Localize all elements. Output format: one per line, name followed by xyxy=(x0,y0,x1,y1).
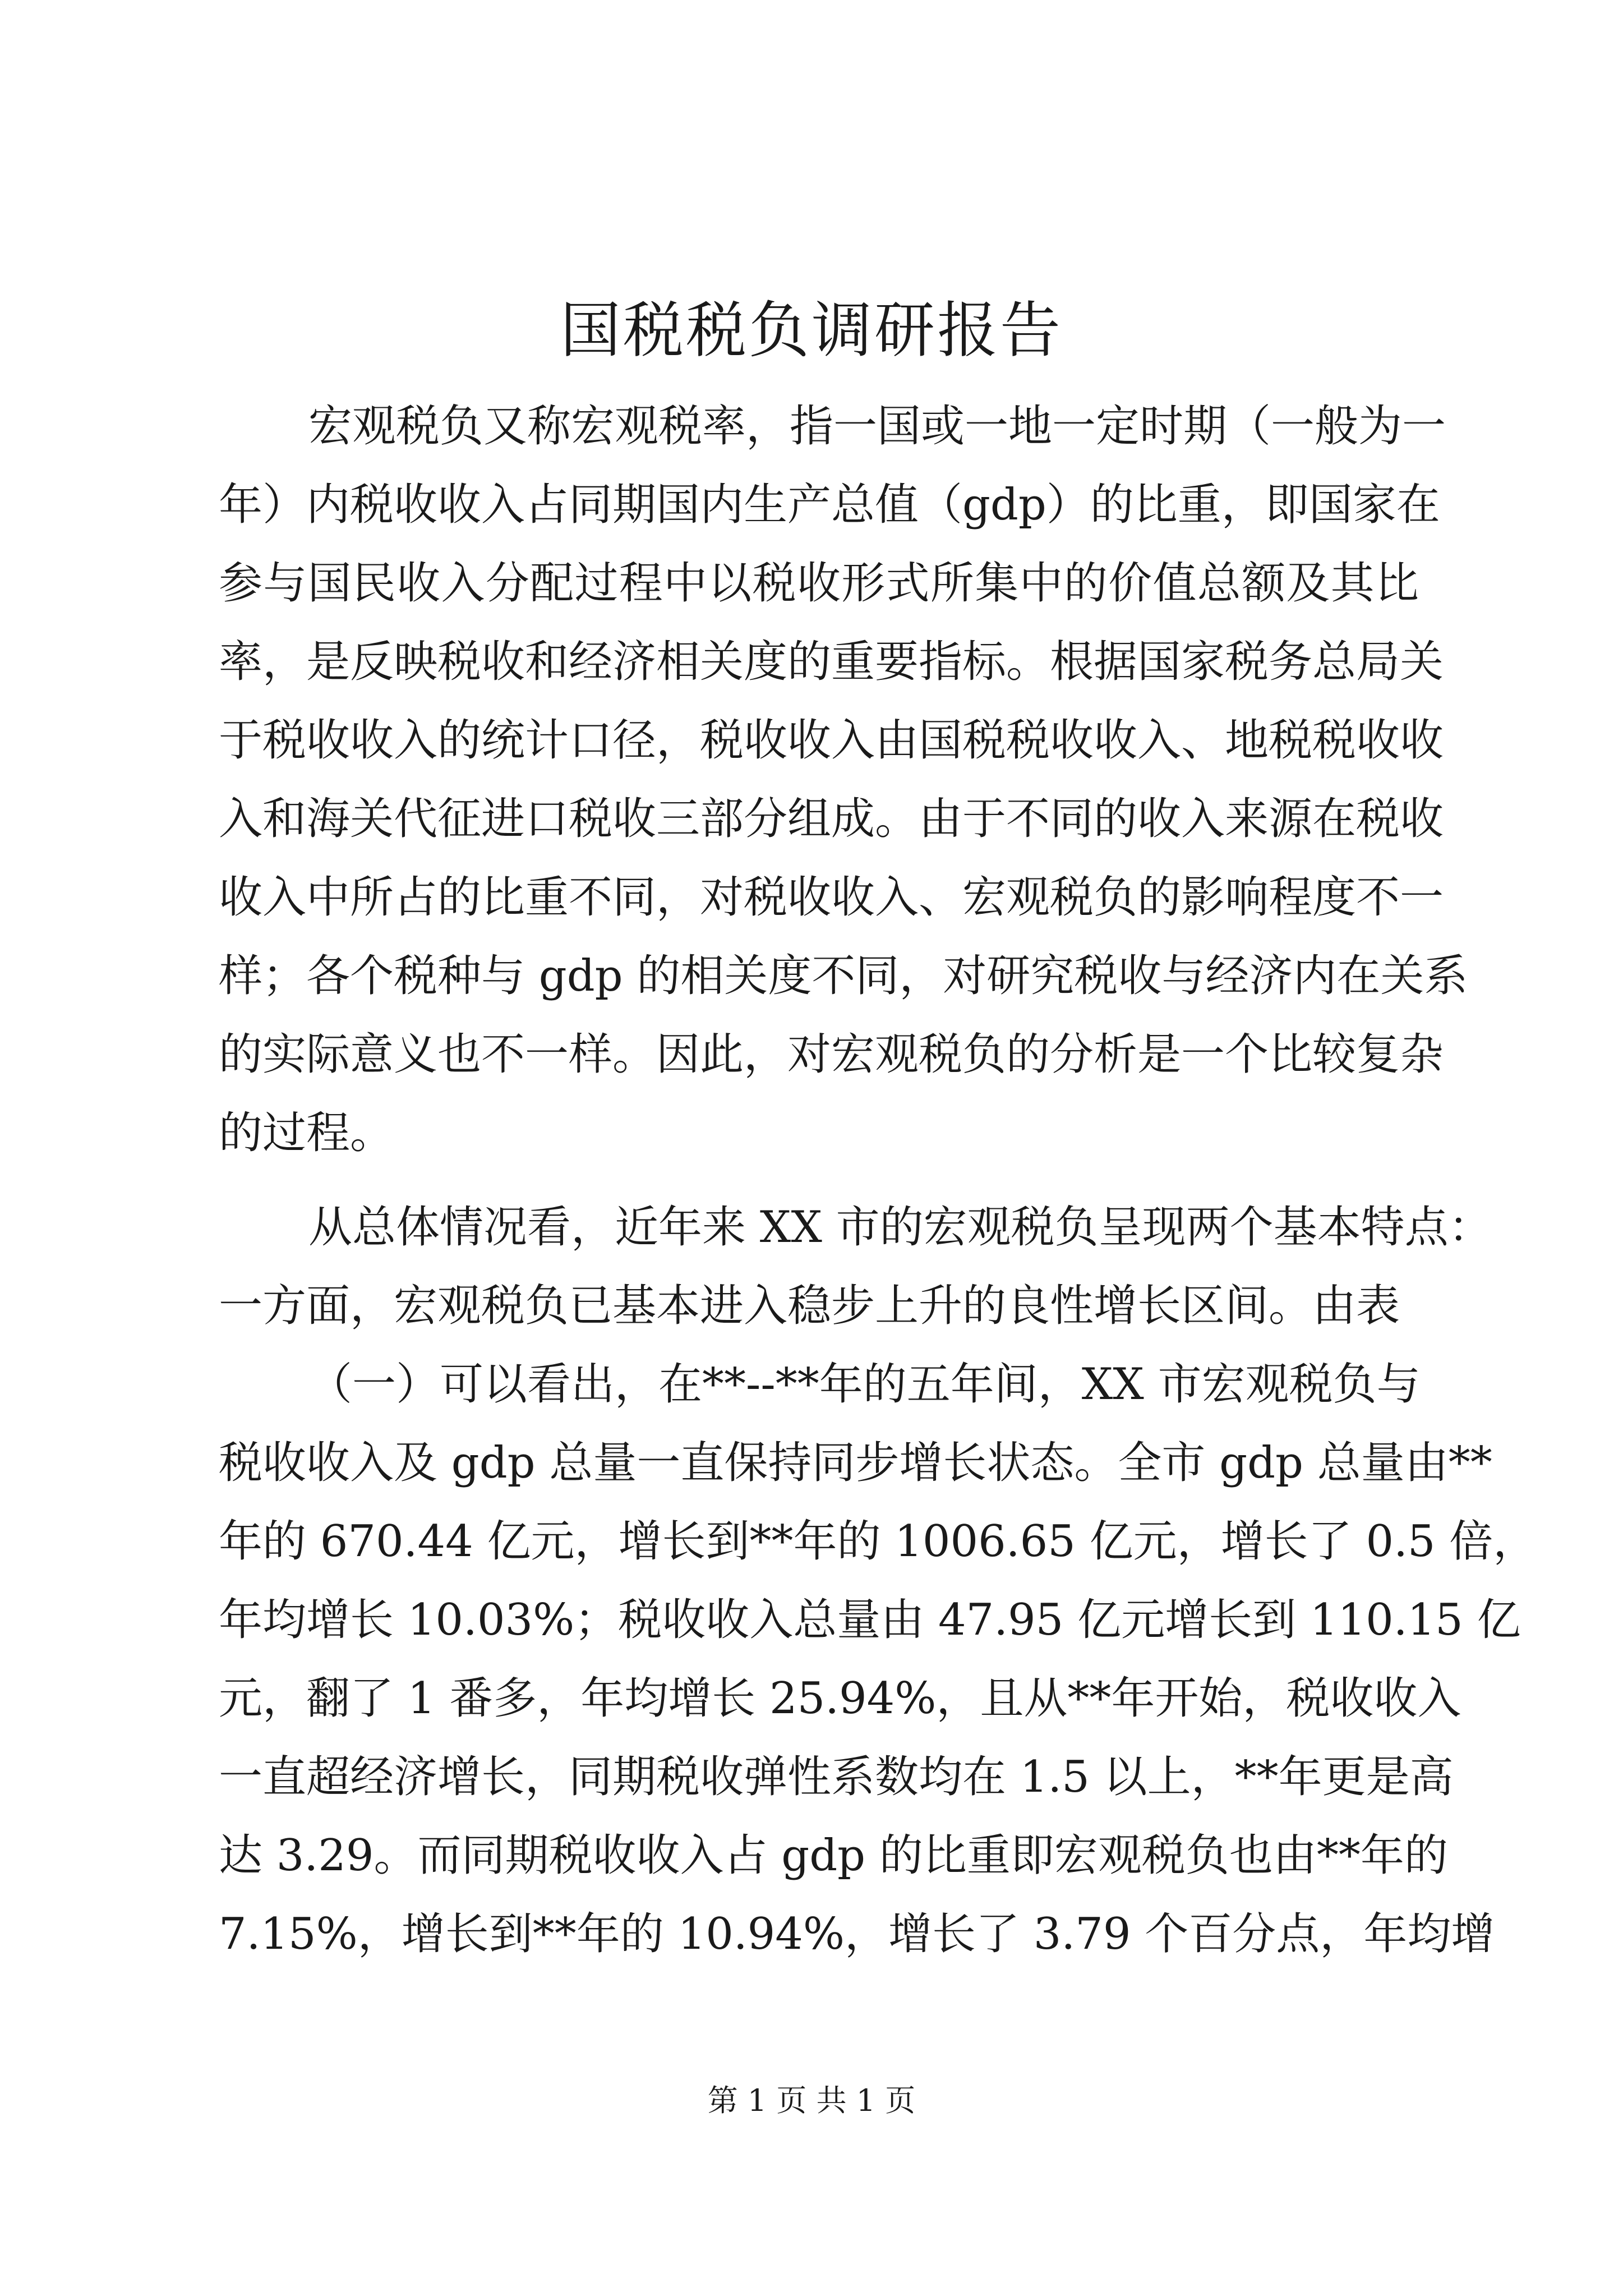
text-line: 税收收入及 gdp 总量一直保持同步增长状态。全市 gdp 总量由** xyxy=(219,1438,1492,1488)
text-line: 7.15%，增长到**年的 10.94%，增长了 3.79 个百分点，年均增 xyxy=(219,1909,1495,1959)
text-line: 样；各个税种与 gdp 的相关度不同，对研究税收与经济内在关系 xyxy=(219,951,1468,1001)
text-line: 元，翻了 1 番多，年均增长 25.94%，且从**年开始，税收收入 xyxy=(219,1673,1461,1724)
text-line: 宏观税负又称宏观税率，指一国或一地一定时期（一般为一 xyxy=(308,401,1446,452)
text-line: 入和海关代征进口税收三部分组成。由于不同的收入来源在税收 xyxy=(219,794,1444,844)
paragraph-gap xyxy=(219,1172,1419,1188)
text-line: 一方面，宏观税负已基本进入稳步上升的良性增长区间。由表 xyxy=(219,1281,1400,1331)
text-line: 于税收收入的统计口径，税收收入由国税税收收入、地税税收收 xyxy=(219,715,1444,766)
document-title: 国税税负调研报告 xyxy=(560,296,1063,366)
text-line: 收入中所占的比重不同，对税收收入、宏观税负的影响程度不一 xyxy=(219,872,1444,923)
text-line: 年的 670.44 亿元，增长到**年的 1006.65 亿元，增长了 0.5 倍， xyxy=(219,1516,1537,1567)
page-footer: 第 1 页 共 1 页 xyxy=(707,2083,916,2118)
document-body xyxy=(219,387,1537,1973)
text-line: 的过程。 xyxy=(219,1108,394,1158)
text-line: 从总体情况看，近年来 XX 市的宏观税负呈现两个基本特点： xyxy=(308,1202,1492,1253)
text-line: （一）可以看出，在**--**年的五年间，XX 市宏观税负与 xyxy=(308,1359,1421,1410)
text-line: 参与国民收入分配过程中以税收形式所集中的价值总额及其比 xyxy=(219,558,1419,609)
text-line: 率，是反映税收和经济相关度的重要指标。根据国家税务总局关 xyxy=(219,637,1444,687)
text-line: 年均增长 10.03%；税收收入总量由 47.95 亿元增长到 110.15 亿 xyxy=(219,1595,1521,1645)
text-line: 一直超经济增长，同期税收弹性系数均在 1.5 以上，**年更是高 xyxy=(219,1752,1454,1802)
text-line: 的实际意义也不一样。因此，对宏观税负的分析是一个比较复杂 xyxy=(219,1029,1444,1080)
text-line: 达 3.29。而同期税收收入占 gdp 的比重即宏观税负也由**年的 xyxy=(219,1830,1448,1881)
text-line: 年）内税收收入占同期国内生产总值（gdp）的比重，即国家在 xyxy=(219,480,1440,530)
